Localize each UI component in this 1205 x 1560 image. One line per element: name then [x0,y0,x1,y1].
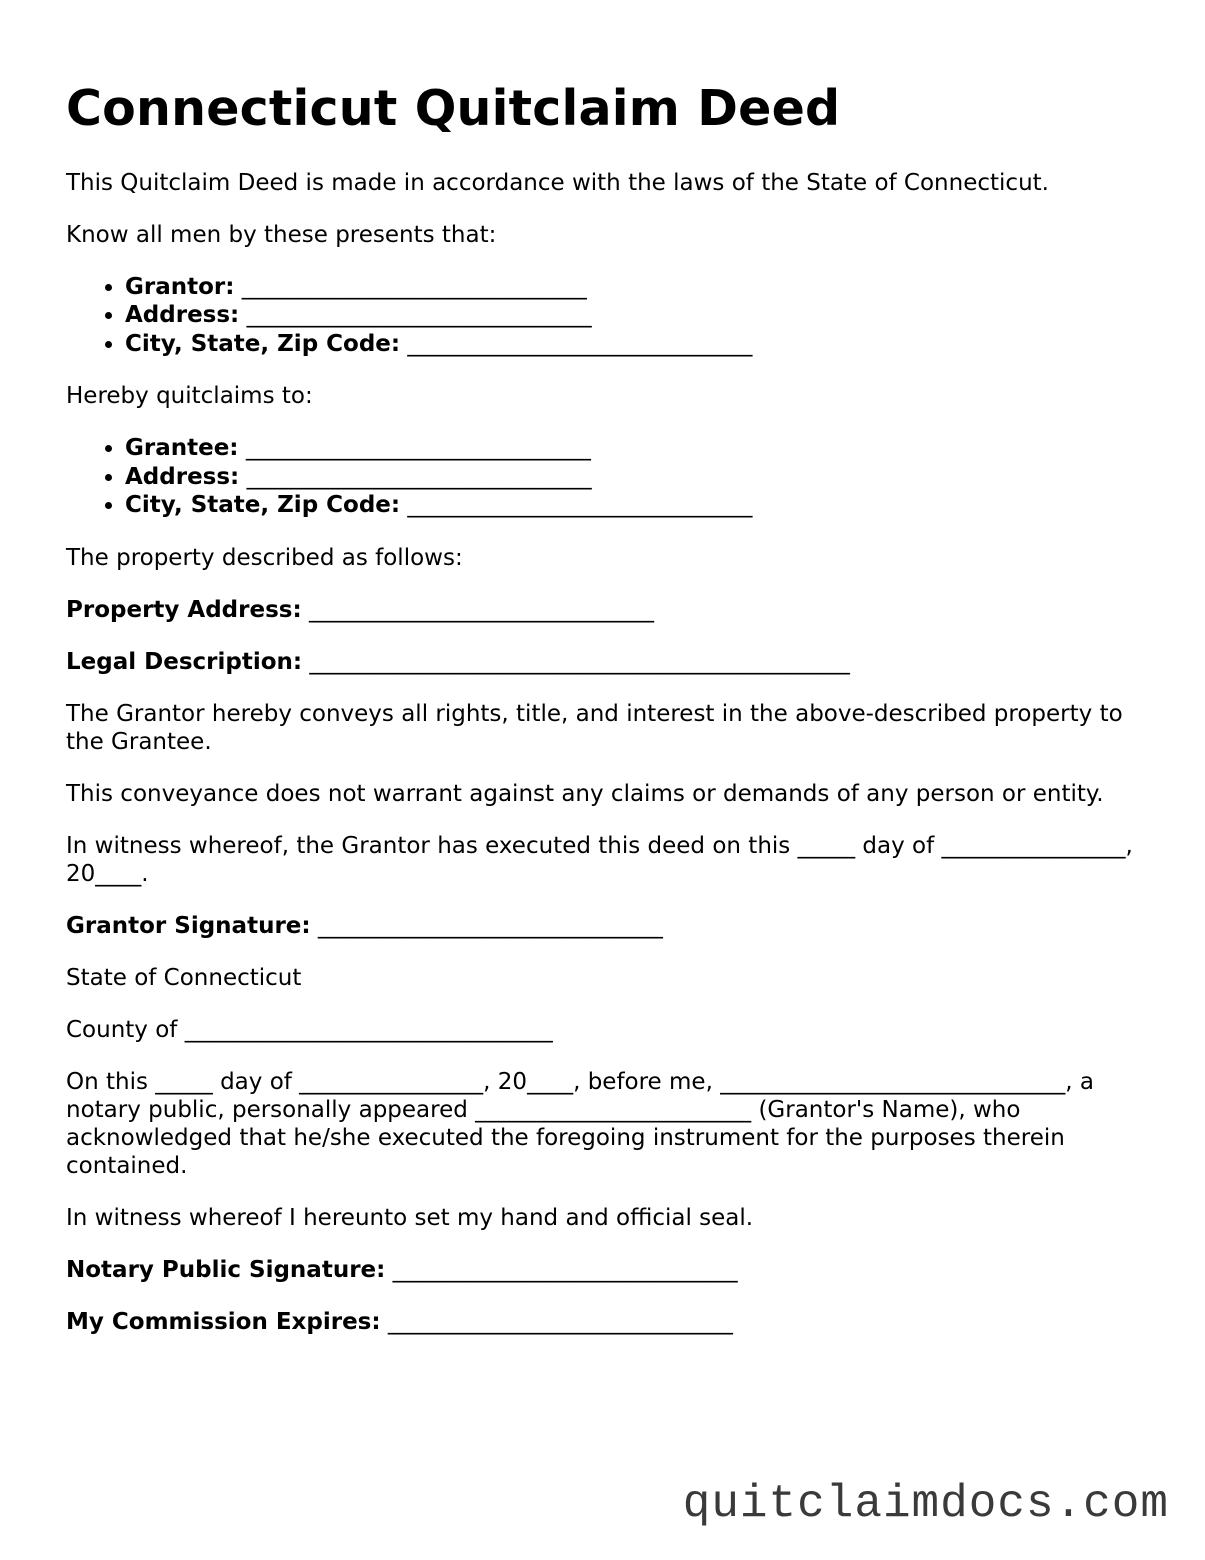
blank-line: _______________________________________________ [309,648,850,675]
blank-line: ______________________________ [387,1308,733,1335]
grantee-name-field [125,434,1141,463]
grantee-city-state-zip-field [125,491,1141,520]
blank-line: ______________________________ [246,302,592,329]
document-page [66,80,1141,1360]
blank-line: ______________________________ [241,273,587,300]
grantor-city-state-zip-field [125,330,1141,359]
property-address-field [66,596,1141,624]
grantor-name-field [125,273,1141,302]
grantor-fields-list [66,273,1141,359]
grantee-address-field [125,463,1141,492]
acknowledgment-paragraph: On this _____ day of ________________, 20____, before me, ______________________________, a notary public, personally appeared ________________________ (Grantor's Name), who acknowledged that he/she executed the foregoing instrument for the purposes therein contained. [66,1068,1094,1179]
blank-line: ______________________________ [246,463,592,490]
blank-line: ______________________________ [392,1256,738,1283]
know-all-paragraph: Know all men by these presents that: [66,221,497,248]
field-label: Address: [125,463,240,490]
field-label: City, State, Zip Code: [125,330,401,357]
quitclaims-to-paragraph: Hereby quitclaims to: [66,383,313,410]
field-label: Property Address: [66,596,302,623]
notary-signature-field [66,1256,1141,1284]
no-warrant-paragraph: This conveyance does not warrant against any claims or demands of any person or entity. [66,780,1104,807]
field-label: Notary Public Signature: [66,1256,386,1283]
legal-description-field [66,648,1141,676]
watermark: quitclaimdocs.com [682,1478,1169,1530]
field-label: Grantor Signature: [66,912,311,939]
field-label: Legal Description: [66,648,303,675]
blank-line: ______________________________ [407,330,753,357]
witness-paragraph: In witness whereof, the Grantor has executed this deed on this _____ day of ________________, 20____. [66,832,1133,887]
property-intro-paragraph: The property described as follows: [66,544,463,571]
blank-line: ______________________________ [308,596,654,623]
seal-paragraph: In witness whereof I hereunto set my hand and official seal. [66,1204,754,1231]
conveys-paragraph: The Grantor hereby conveys all rights, title, and interest in the above-described property to the Grantee. [66,700,1123,755]
state-line: State of Connecticut [66,964,302,991]
intro-paragraph: This Quitclaim Deed is made in accordance with the laws of the State of Connecticut. [66,169,1049,196]
field-label: My Commission Expires: [66,1308,381,1335]
blank-line: ______________________________ [317,912,663,939]
commission-expires-field [66,1308,1141,1336]
grantee-fields-list [66,434,1141,520]
field-label: Address: [125,302,240,329]
field-label: Grantee: [125,435,239,462]
document-title: Connecticut Quitclaim Deed [66,80,841,137]
grantor-signature-field [66,912,1141,940]
grantor-address-field [125,301,1141,330]
blank-line: ______________________________ [407,492,753,519]
county-line: County of ________________________________ [66,1016,553,1043]
blank-line: ______________________________ [245,435,591,462]
field-label: Grantor: [125,273,235,300]
field-label: City, State, Zip Code: [125,492,401,519]
